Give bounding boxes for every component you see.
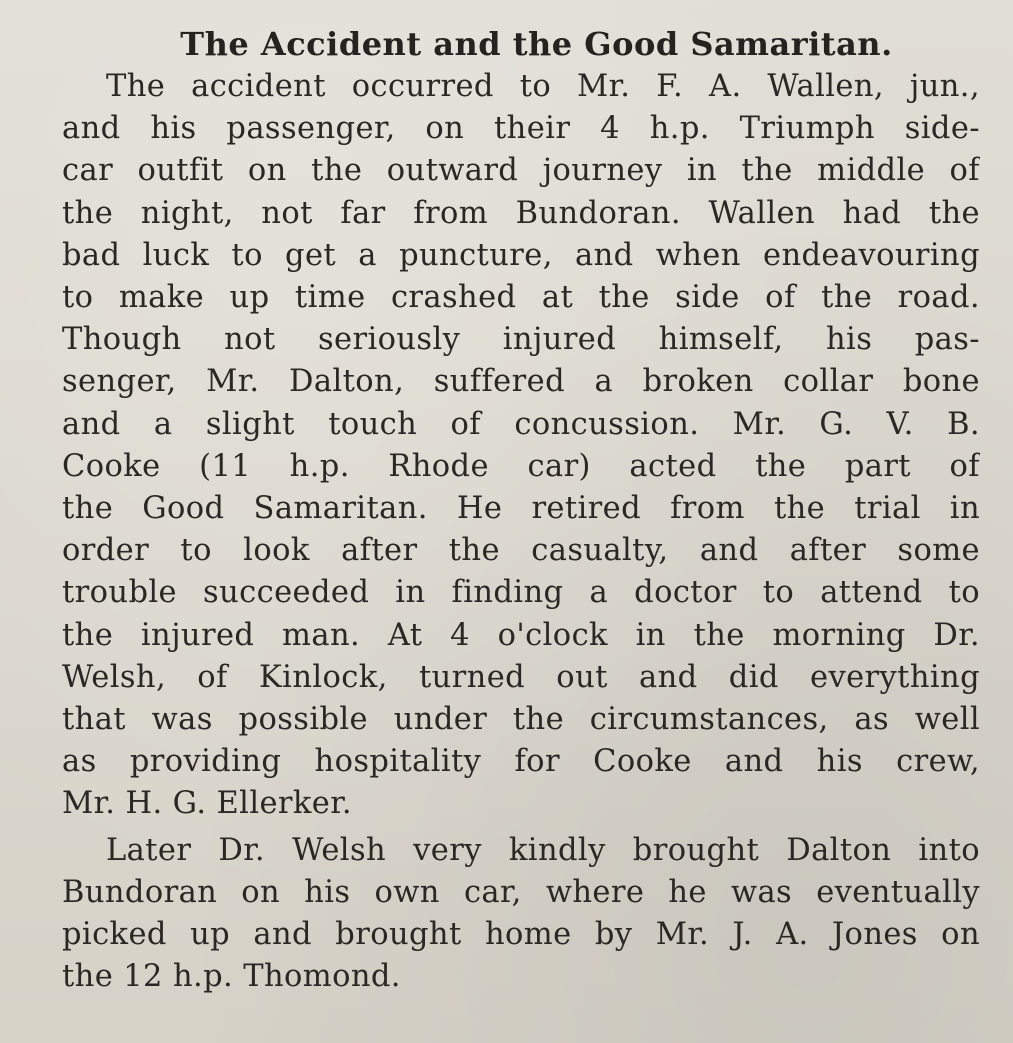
text-line: Bundoran on his own car, where he was eventually bbox=[62, 874, 980, 910]
text-line: Mr. H. G. Ellerker. bbox=[62, 786, 352, 822]
text-line: the night, not far from Bundoran. Wallen had the bbox=[62, 195, 980, 231]
text-line: bad luck to get a puncture, and when endeavouring bbox=[62, 237, 980, 273]
text-line: and his passenger, on their 4 h.p. Triumph side- bbox=[62, 111, 980, 147]
text-line: The accident occurred to Mr. F. A. Wallen, jun., bbox=[106, 69, 980, 104]
text-line: to make up time crashed at the side of the road. bbox=[62, 280, 980, 316]
text-line: the injured man. At 4 o'clock in the morning Dr. bbox=[62, 617, 980, 653]
article-body bbox=[62, 66, 983, 998]
text-line: order to look after the casualty, and after some bbox=[62, 533, 980, 569]
text-line: and a slight touch of concussion. Mr. G. V. B. bbox=[62, 406, 980, 442]
text-line: Though not seriously injured himself, his pas- bbox=[62, 322, 980, 358]
text-line: car outfit on the outward journey in the middle of bbox=[62, 153, 980, 189]
text-line: Welsh, of Kinlock, turned out and did everything bbox=[62, 659, 980, 695]
text-line: senger, Mr. Dalton, suffered a broken collar bone bbox=[62, 364, 980, 400]
text-line: Cooke (11 h.p. Rhode car) acted the part of bbox=[62, 448, 980, 484]
text-line: as providing hospitality for Cooke and his crew, bbox=[62, 744, 980, 780]
text-line: Later Dr. Welsh very kindly brought Dalton into bbox=[106, 832, 980, 868]
text-line: the 12 h.p. Thomond. bbox=[62, 959, 401, 995]
text-line: trouble succeeded in finding a doctor to attend to bbox=[62, 575, 980, 611]
paragraph-2 bbox=[62, 830, 983, 999]
paragraph-1 bbox=[62, 66, 983, 826]
text-line: that was possible under the circumstances, as well bbox=[62, 702, 980, 738]
article-title: The Accident and the Good Samaritan. bbox=[180, 25, 893, 63]
text-line: picked up and brought home by Mr. J. A. Jones on bbox=[62, 917, 980, 953]
text-line: the Good Samaritan. He retired from the trial in bbox=[62, 491, 980, 527]
